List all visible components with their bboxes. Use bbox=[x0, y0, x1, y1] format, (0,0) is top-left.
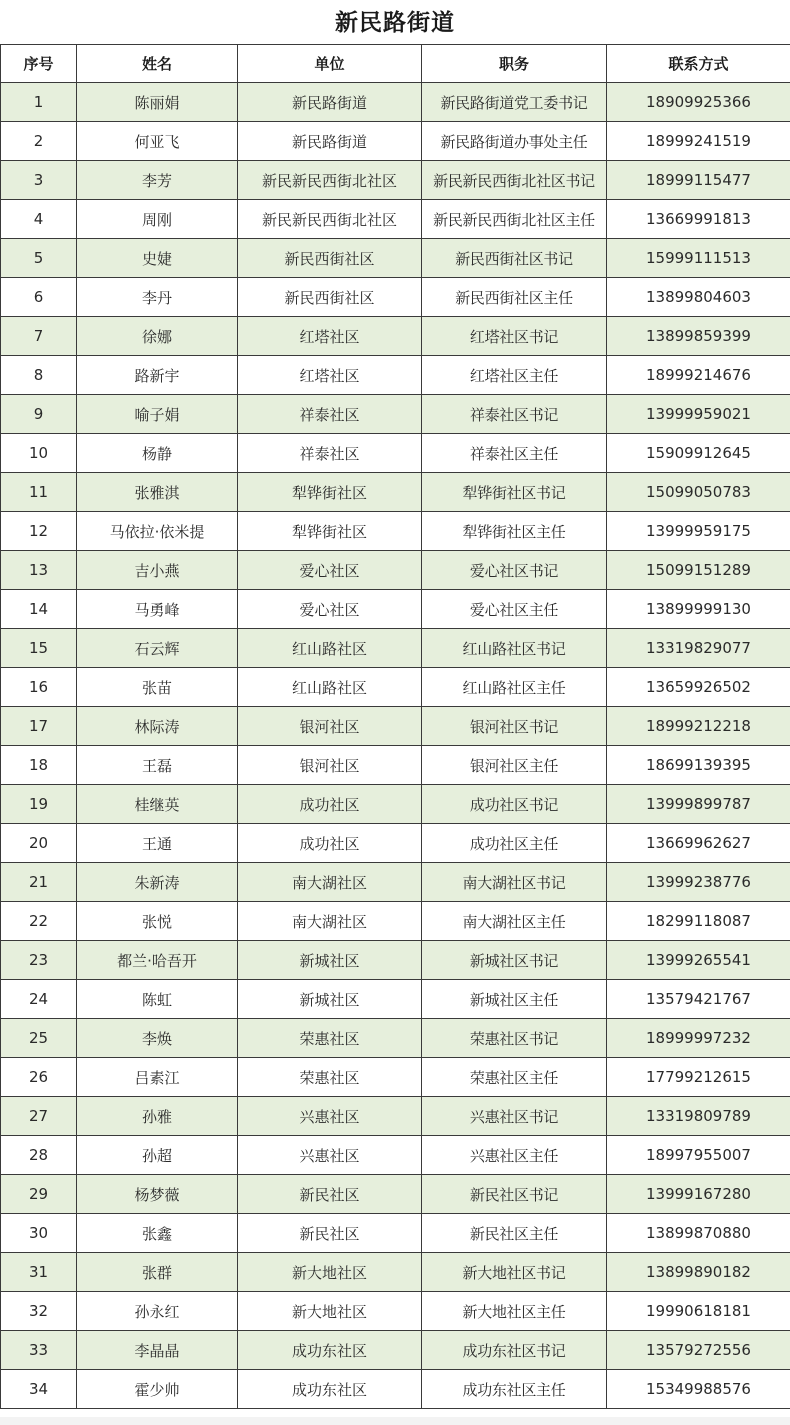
cell-position: 成功东社区书记 bbox=[422, 1331, 607, 1370]
cell-phone: 19990618181 bbox=[607, 1292, 790, 1331]
cell-unit: 成功社区 bbox=[238, 824, 422, 863]
cell-phone: 15099050783 bbox=[607, 473, 790, 512]
cell-name: 马勇峰 bbox=[77, 590, 238, 629]
cell-unit: 成功东社区 bbox=[238, 1331, 422, 1370]
table-row bbox=[1, 83, 790, 122]
cell-unit: 荣惠社区 bbox=[238, 1058, 422, 1097]
cell-name: 王通 bbox=[77, 824, 238, 863]
cell-position: 红塔社区书记 bbox=[422, 317, 607, 356]
table-row bbox=[1, 746, 790, 785]
cell-unit: 兴惠社区 bbox=[238, 1097, 422, 1136]
cell-name: 孙永红 bbox=[77, 1292, 238, 1331]
cell-index: 22 bbox=[1, 902, 77, 941]
cell-unit: 新城社区 bbox=[238, 980, 422, 1019]
table-header-row bbox=[1, 45, 790, 83]
cell-phone: 13319809789 bbox=[607, 1097, 790, 1136]
cell-name: 周刚 bbox=[77, 200, 238, 239]
cell-phone: 18997955007 bbox=[607, 1136, 790, 1175]
cell-name: 喻子娟 bbox=[77, 395, 238, 434]
cell-phone: 18999212218 bbox=[607, 707, 790, 746]
table-row bbox=[1, 473, 790, 512]
cell-name: 王磊 bbox=[77, 746, 238, 785]
table-row bbox=[1, 1331, 790, 1370]
cell-unit: 新民西街社区 bbox=[238, 278, 422, 317]
cell-index: 18 bbox=[1, 746, 77, 785]
cell-phone: 18909925366 bbox=[607, 83, 790, 122]
cell-unit: 祥泰社区 bbox=[238, 434, 422, 473]
cell-name: 张悦 bbox=[77, 902, 238, 941]
cell-position: 红塔社区主任 bbox=[422, 356, 607, 395]
cell-unit: 兴惠社区 bbox=[238, 1136, 422, 1175]
cell-phone: 18999997232 bbox=[607, 1019, 790, 1058]
cell-position: 犁铧街社区主任 bbox=[422, 512, 607, 551]
cell-unit: 南大湖社区 bbox=[238, 902, 422, 941]
cell-unit: 成功社区 bbox=[238, 785, 422, 824]
cell-unit: 新民社区 bbox=[238, 1175, 422, 1214]
cell-name: 张雅淇 bbox=[77, 473, 238, 512]
table-row bbox=[1, 1175, 790, 1214]
cell-position: 新民西街社区主任 bbox=[422, 278, 607, 317]
cell-position: 新民新民西街北社区主任 bbox=[422, 200, 607, 239]
table-row bbox=[1, 1136, 790, 1175]
cell-name: 朱新涛 bbox=[77, 863, 238, 902]
table-row bbox=[1, 980, 790, 1019]
cell-index: 12 bbox=[1, 512, 77, 551]
cell-index: 23 bbox=[1, 941, 77, 980]
table-row bbox=[1, 1253, 790, 1292]
cell-phone: 13899859399 bbox=[607, 317, 790, 356]
cell-name: 马依拉·依米提 bbox=[77, 512, 238, 551]
column-header-unit: 单位 bbox=[238, 45, 422, 83]
cell-position: 荣惠社区主任 bbox=[422, 1058, 607, 1097]
cell-name: 孙雅 bbox=[77, 1097, 238, 1136]
cell-unit: 犁铧街社区 bbox=[238, 473, 422, 512]
cell-unit: 新大地社区 bbox=[238, 1292, 422, 1331]
cell-unit: 新民新民西街北社区 bbox=[238, 200, 422, 239]
cell-unit: 银河社区 bbox=[238, 746, 422, 785]
cell-name: 杨梦薇 bbox=[77, 1175, 238, 1214]
table-row bbox=[1, 395, 790, 434]
cell-unit: 新民路街道 bbox=[238, 83, 422, 122]
cell-phone: 13999959175 bbox=[607, 512, 790, 551]
table-row bbox=[1, 356, 790, 395]
cell-name: 张鑫 bbox=[77, 1214, 238, 1253]
cell-index: 32 bbox=[1, 1292, 77, 1331]
cell-phone: 18999241519 bbox=[607, 122, 790, 161]
table-row bbox=[1, 590, 790, 629]
table-row bbox=[1, 707, 790, 746]
cell-position: 新城社区书记 bbox=[422, 941, 607, 980]
cell-name: 霍少帅 bbox=[77, 1370, 238, 1409]
table-row bbox=[1, 824, 790, 863]
cell-index: 26 bbox=[1, 1058, 77, 1097]
cell-unit: 新城社区 bbox=[238, 941, 422, 980]
cell-index: 11 bbox=[1, 473, 77, 512]
cell-position: 新大地社区书记 bbox=[422, 1253, 607, 1292]
cell-phone: 15999111513 bbox=[607, 239, 790, 278]
cell-index: 27 bbox=[1, 1097, 77, 1136]
cell-name: 李芳 bbox=[77, 161, 238, 200]
cell-index: 34 bbox=[1, 1370, 77, 1409]
cell-position: 红山路社区书记 bbox=[422, 629, 607, 668]
table-row bbox=[1, 1370, 790, 1409]
cell-phone: 13899804603 bbox=[607, 278, 790, 317]
column-header-phone: 联系方式 bbox=[607, 45, 790, 83]
cell-unit: 新大地社区 bbox=[238, 1253, 422, 1292]
cell-phone: 13659926502 bbox=[607, 668, 790, 707]
cell-unit: 新民社区 bbox=[238, 1214, 422, 1253]
cell-position: 新民西街社区书记 bbox=[422, 239, 607, 278]
cell-unit: 成功东社区 bbox=[238, 1370, 422, 1409]
cell-name: 张群 bbox=[77, 1253, 238, 1292]
cell-position: 兴惠社区主任 bbox=[422, 1136, 607, 1175]
cell-phone: 13319829077 bbox=[607, 629, 790, 668]
cell-name: 桂继英 bbox=[77, 785, 238, 824]
cell-phone: 13669991813 bbox=[607, 200, 790, 239]
cell-phone: 13579421767 bbox=[607, 980, 790, 1019]
cell-phone: 15099151289 bbox=[607, 551, 790, 590]
cell-name: 石云辉 bbox=[77, 629, 238, 668]
cell-index: 13 bbox=[1, 551, 77, 590]
table-row bbox=[1, 434, 790, 473]
cell-phone: 17799212615 bbox=[607, 1058, 790, 1097]
cell-index: 17 bbox=[1, 707, 77, 746]
table-row bbox=[1, 1214, 790, 1253]
table-row bbox=[1, 785, 790, 824]
cell-position: 爱心社区书记 bbox=[422, 551, 607, 590]
cell-index: 10 bbox=[1, 434, 77, 473]
cell-name: 李晶晶 bbox=[77, 1331, 238, 1370]
cell-name: 孙超 bbox=[77, 1136, 238, 1175]
table-row bbox=[1, 1097, 790, 1136]
cell-unit: 新民路街道 bbox=[238, 122, 422, 161]
cell-index: 7 bbox=[1, 317, 77, 356]
table-row bbox=[1, 902, 790, 941]
cell-index: 8 bbox=[1, 356, 77, 395]
cell-position: 成功东社区主任 bbox=[422, 1370, 607, 1409]
cell-position: 新民路街道党工委书记 bbox=[422, 83, 607, 122]
cell-position: 成功社区主任 bbox=[422, 824, 607, 863]
cell-name: 李焕 bbox=[77, 1019, 238, 1058]
cell-index: 16 bbox=[1, 668, 77, 707]
cell-name: 陈丽娟 bbox=[77, 83, 238, 122]
cell-unit: 新民新民西街北社区 bbox=[238, 161, 422, 200]
cell-index: 3 bbox=[1, 161, 77, 200]
cell-phone: 13999959021 bbox=[607, 395, 790, 434]
cell-index: 4 bbox=[1, 200, 77, 239]
cell-phone: 15909912645 bbox=[607, 434, 790, 473]
table-row bbox=[1, 278, 790, 317]
cell-phone: 15349988576 bbox=[607, 1370, 790, 1409]
cell-index: 25 bbox=[1, 1019, 77, 1058]
cell-name: 杨静 bbox=[77, 434, 238, 473]
cell-position: 银河社区主任 bbox=[422, 746, 607, 785]
cell-name: 张苗 bbox=[77, 668, 238, 707]
table-row bbox=[1, 161, 790, 200]
column-header-index: 序号 bbox=[1, 45, 77, 83]
cell-position: 红山路社区主任 bbox=[422, 668, 607, 707]
cell-position: 新大地社区主任 bbox=[422, 1292, 607, 1331]
cell-phone: 18699139395 bbox=[607, 746, 790, 785]
cell-unit: 红山路社区 bbox=[238, 629, 422, 668]
cell-unit: 爱心社区 bbox=[238, 551, 422, 590]
table-row bbox=[1, 1058, 790, 1097]
cell-unit: 犁铧街社区 bbox=[238, 512, 422, 551]
cell-index: 31 bbox=[1, 1253, 77, 1292]
cell-name: 吉小燕 bbox=[77, 551, 238, 590]
cell-phone: 13999265541 bbox=[607, 941, 790, 980]
contact-table bbox=[0, 44, 790, 1409]
column-header-name: 姓名 bbox=[77, 45, 238, 83]
cell-position: 新民新民西街北社区书记 bbox=[422, 161, 607, 200]
cell-phone: 13899870880 bbox=[607, 1214, 790, 1253]
cell-index: 5 bbox=[1, 239, 77, 278]
cell-name: 何亚飞 bbox=[77, 122, 238, 161]
column-header-position: 职务 bbox=[422, 45, 607, 83]
cell-index: 19 bbox=[1, 785, 77, 824]
cell-position: 祥泰社区主任 bbox=[422, 434, 607, 473]
table-row bbox=[1, 629, 790, 668]
cell-phone: 13669962627 bbox=[607, 824, 790, 863]
cell-index: 33 bbox=[1, 1331, 77, 1370]
cell-phone: 13899890182 bbox=[607, 1253, 790, 1292]
cell-index: 15 bbox=[1, 629, 77, 668]
cell-unit: 新民西街社区 bbox=[238, 239, 422, 278]
cell-index: 29 bbox=[1, 1175, 77, 1214]
cell-position: 新民路街道办事处主任 bbox=[422, 122, 607, 161]
cell-index: 14 bbox=[1, 590, 77, 629]
cell-name: 都兰·哈吾开 bbox=[77, 941, 238, 980]
cell-position: 银河社区书记 bbox=[422, 707, 607, 746]
cell-position: 新民社区主任 bbox=[422, 1214, 607, 1253]
table-row bbox=[1, 863, 790, 902]
table-row bbox=[1, 941, 790, 980]
table-row bbox=[1, 512, 790, 551]
cell-position: 兴惠社区书记 bbox=[422, 1097, 607, 1136]
table-row bbox=[1, 122, 790, 161]
table-row bbox=[1, 200, 790, 239]
cell-index: 2 bbox=[1, 122, 77, 161]
bottom-edge bbox=[0, 1417, 790, 1425]
cell-name: 陈虹 bbox=[77, 980, 238, 1019]
cell-phone: 13999899787 bbox=[607, 785, 790, 824]
table-row bbox=[1, 239, 790, 278]
cell-unit: 祥泰社区 bbox=[238, 395, 422, 434]
cell-index: 28 bbox=[1, 1136, 77, 1175]
cell-position: 犁铧街社区书记 bbox=[422, 473, 607, 512]
cell-index: 9 bbox=[1, 395, 77, 434]
table-row bbox=[1, 551, 790, 590]
table-row bbox=[1, 317, 790, 356]
cell-unit: 爱心社区 bbox=[238, 590, 422, 629]
cell-name: 路新宇 bbox=[77, 356, 238, 395]
cell-name: 徐娜 bbox=[77, 317, 238, 356]
page-title: 新民路街道 bbox=[335, 10, 455, 36]
cell-position: 荣惠社区书记 bbox=[422, 1019, 607, 1058]
cell-position: 南大湖社区主任 bbox=[422, 902, 607, 941]
cell-position: 祥泰社区书记 bbox=[422, 395, 607, 434]
cell-position: 成功社区书记 bbox=[422, 785, 607, 824]
table-row bbox=[1, 668, 790, 707]
cell-index: 20 bbox=[1, 824, 77, 863]
cell-index: 24 bbox=[1, 980, 77, 1019]
table-row bbox=[1, 1019, 790, 1058]
cell-index: 21 bbox=[1, 863, 77, 902]
cell-unit: 红塔社区 bbox=[238, 317, 422, 356]
cell-index: 30 bbox=[1, 1214, 77, 1253]
cell-position: 爱心社区主任 bbox=[422, 590, 607, 629]
cell-index: 6 bbox=[1, 278, 77, 317]
cell-unit: 红山路社区 bbox=[238, 668, 422, 707]
cell-unit: 银河社区 bbox=[238, 707, 422, 746]
table-row bbox=[1, 1292, 790, 1331]
cell-name: 林际涛 bbox=[77, 707, 238, 746]
cell-position: 南大湖社区书记 bbox=[422, 863, 607, 902]
cell-phone: 13999238776 bbox=[607, 863, 790, 902]
table-body bbox=[1, 83, 790, 1409]
cell-phone: 13899999130 bbox=[607, 590, 790, 629]
cell-phone: 18999214676 bbox=[607, 356, 790, 395]
cell-position: 新城社区主任 bbox=[422, 980, 607, 1019]
cell-name: 李丹 bbox=[77, 278, 238, 317]
cell-phone: 13999167280 bbox=[607, 1175, 790, 1214]
cell-index: 1 bbox=[1, 83, 77, 122]
cell-phone: 18299118087 bbox=[607, 902, 790, 941]
cell-unit: 南大湖社区 bbox=[238, 863, 422, 902]
cell-position: 新民社区书记 bbox=[422, 1175, 607, 1214]
cell-unit: 荣惠社区 bbox=[238, 1019, 422, 1058]
cell-name: 史婕 bbox=[77, 239, 238, 278]
cell-name: 吕素江 bbox=[77, 1058, 238, 1097]
cell-phone: 18999115477 bbox=[607, 161, 790, 200]
cell-phone: 13579272556 bbox=[607, 1331, 790, 1370]
cell-unit: 红塔社区 bbox=[238, 356, 422, 395]
